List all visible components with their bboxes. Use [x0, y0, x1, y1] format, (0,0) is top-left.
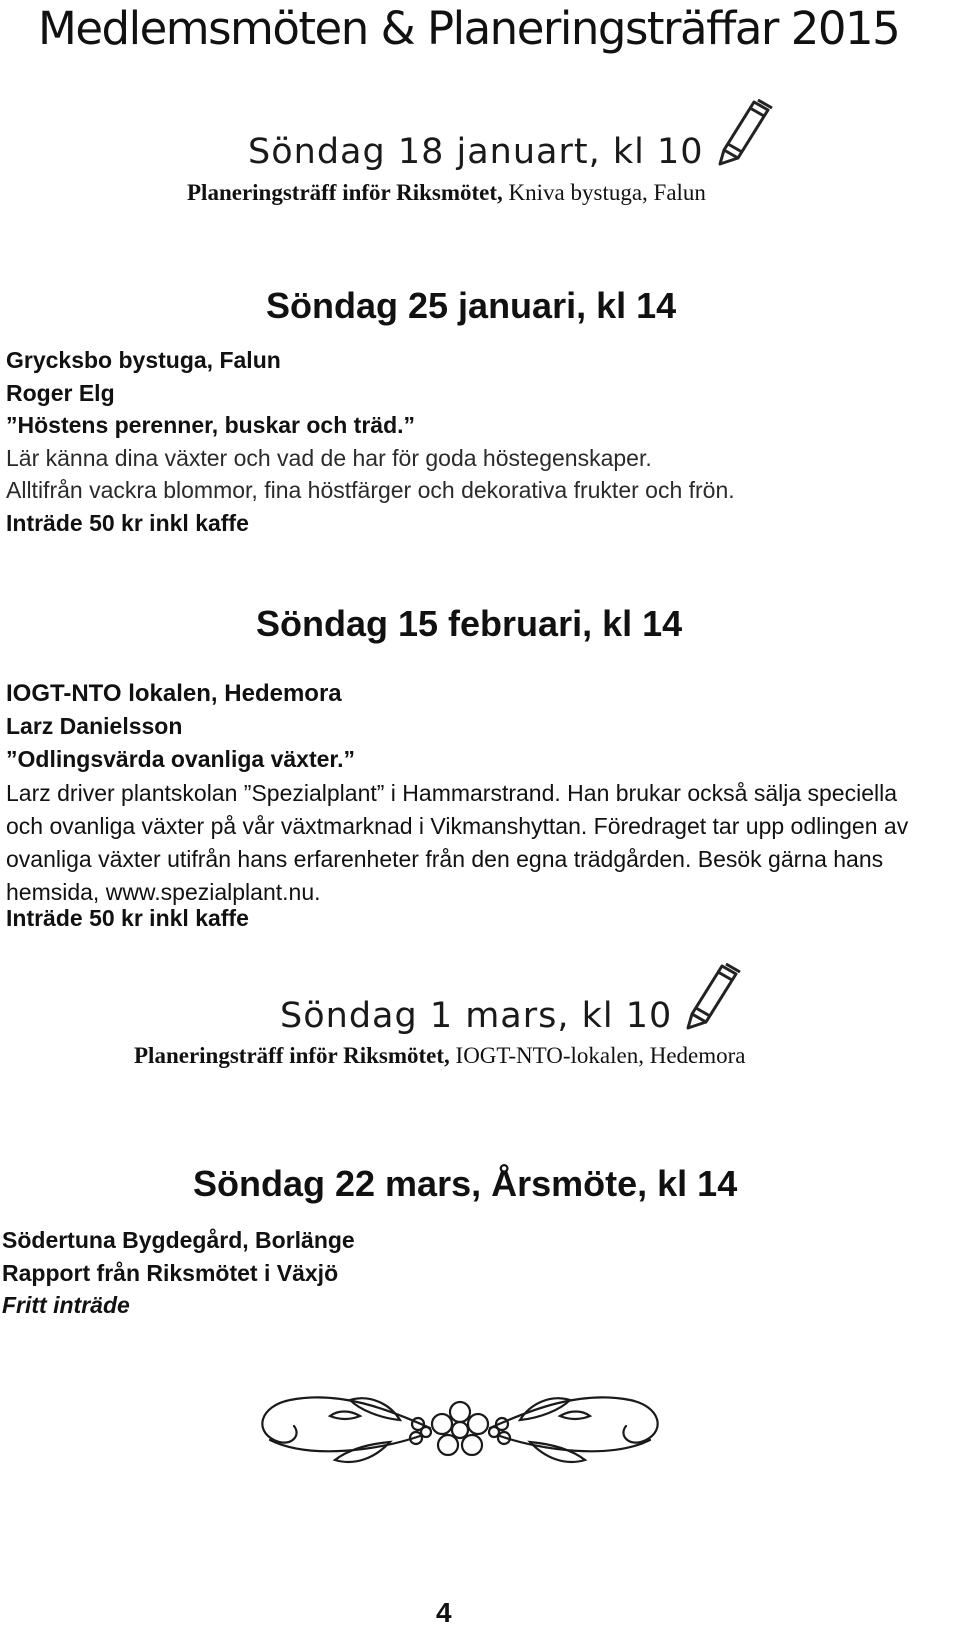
event-3-location: IOGT-NTO lokalen, Hedemora	[6, 680, 342, 707]
event-3-fee: Inträde 50 kr inkl kaffe	[6, 905, 249, 931]
event-2-description-2: Alltifrån vackra blommor, fina höstfärger och dekorativa frukter och frön.	[6, 477, 735, 503]
event-3-description: Larz driver plantskolan ”Spezialplant” i Hammarstrand. Han brukar också sälja speciella och ovanliga växter på vår växtmarknad i Vikmanshyttan. Föredraget tar upp odlingen av ovanliga växter utifrån hans erfarenheter från den egna trädgården. Besök gärna hans hemsida, www.spezialplant.nu.	[6, 780, 909, 905]
event-2-description-1: Lär känna dina växter och vad de har för goda höstegenskaper.	[6, 445, 652, 471]
event-3-heading: Söndag 15 februari, kl 14	[256, 603, 683, 644]
event-1-title: Planeringsträff inför Riksmötet,	[187, 180, 503, 205]
event-2-talk-title: ”Höstens perenner, buskar och träd.”	[6, 412, 416, 438]
event-5-location: Södertuna Bygdegård, Borlänge	[2, 1227, 355, 1253]
event-4-title: Planeringsträff inför Riksmötet,	[134, 1043, 450, 1068]
event-4-heading: Söndag 1 mars, kl 10	[280, 996, 673, 1036]
page-number: 4	[436, 1597, 452, 1628]
event-5-fee: Fritt inträde	[2, 1292, 130, 1318]
pencil-icon	[684, 960, 744, 1030]
event-5-report: Rapport från Riksmötet i Växjö	[2, 1260, 339, 1286]
event-5-heading: Söndag 22 mars, Årsmöte, kl 14	[193, 1163, 738, 1204]
event-3-speaker: Larz Danielsson	[6, 713, 183, 739]
page-title: Medlemsmöten & Planeringsträffar 2015	[38, 2, 900, 55]
event-1-place: Kniva bystuga, Falun	[502, 180, 706, 205]
event-4-details	[134, 1043, 746, 1069]
event-1-details	[187, 180, 706, 206]
event-4-place: IOGT-NTO-lokalen, Hedemora	[449, 1043, 746, 1068]
flower-vine-ornament	[250, 1380, 670, 1490]
pencil-icon	[716, 96, 776, 166]
event-3-talk-title: ”Odlingsvärda ovanliga växter.”	[6, 746, 355, 772]
event-2-fee: Inträde 50 kr inkl kaffe	[6, 510, 249, 536]
event-2-location: Grycksbo bystuga, Falun	[6, 347, 281, 373]
event-2-speaker: Roger Elg	[6, 380, 115, 406]
event-2-heading: Söndag 25 januari, kl 14	[266, 285, 677, 326]
event-1-heading: Söndag 18 januart, kl 10	[248, 132, 704, 172]
